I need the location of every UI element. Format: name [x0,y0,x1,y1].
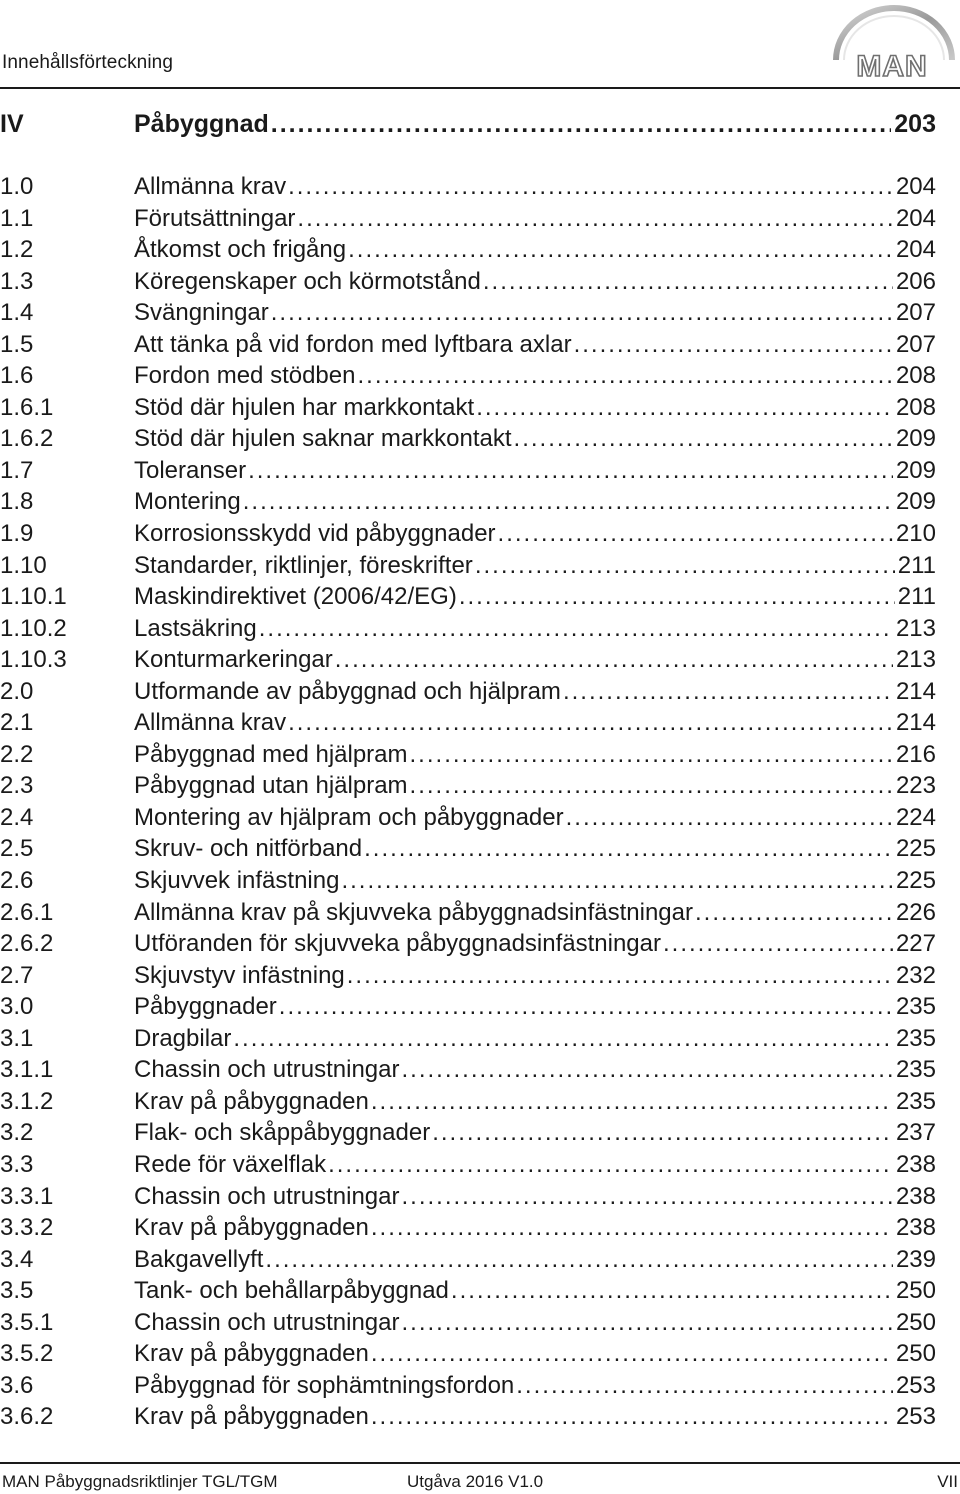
toc-entry-page: 253 [895,1371,936,1399]
toc-entry-number: 2.1 [0,709,34,737]
toc-entry[interactable] [0,867,936,899]
toc-entry-number: 3.2 [0,1119,34,1147]
toc-entry[interactable] [0,804,936,836]
toc-entry[interactable] [0,552,936,584]
toc-entry-page: 211 [897,551,936,579]
toc-entry-page: 208 [895,393,936,421]
toc-entry-page: 225 [895,867,936,895]
man-logo [826,2,958,82]
dot-leader [410,741,893,769]
section-page-number: 203 [894,110,936,138]
toc-entry-page: 210 [895,520,936,548]
toc-entry[interactable] [0,488,936,520]
toc-entry[interactable] [0,615,936,647]
dot-leader [695,899,893,927]
toc-entry[interactable] [0,268,936,300]
toc-entry-title: Skjuvvek infästning [134,867,340,895]
toc-entry[interactable] [0,173,936,205]
toc-entry[interactable] [0,835,936,867]
toc-entry-title: Toleranser [134,456,247,484]
toc-entry-number: 1.7 [0,456,34,484]
toc-entry-title: Maskindirektivet (2006/42/EG) [134,583,457,611]
toc-entry[interactable] [0,1025,936,1057]
toc-entry-title: Stöd där hjulen saknar markkontakt [134,425,512,453]
toc-entry-title: Korrosionsskydd vid påbyggnader [134,520,496,548]
toc-entry[interactable] [0,772,936,804]
toc-entry-page: 235 [895,1024,936,1052]
toc-entry[interactable] [0,583,936,615]
toc-entry-number: 1.2 [0,236,34,264]
toc-entry-number: 2.2 [0,740,34,768]
dot-leader [516,1372,893,1400]
toc-entry-page: 213 [895,646,936,674]
dot-leader [288,173,893,201]
dot-leader [432,1119,893,1147]
dot-leader [265,1246,893,1274]
toc-entry-page: 232 [895,961,936,989]
toc-entry-page: 239 [895,1245,936,1273]
toc-entry-page: 253 [895,1403,936,1431]
toc-entry-page: 250 [895,1340,936,1368]
toc-entry-title: Allmänna krav på skjuvveka påbyggnadsinfästningar [134,898,693,926]
toc-entry-page: 238 [895,1150,936,1178]
toc-entry-title: Krav på påbyggnaden [134,1214,369,1242]
section-title: Påbyggnad [134,110,269,138]
dot-leader [341,867,893,895]
toc-entry-page: 208 [895,362,936,390]
toc-entry-page: 206 [895,267,936,295]
toc-entry-title: Påbyggnad utan hjälpram [134,772,408,800]
dot-leader [271,110,892,139]
toc-entry-number: 2.4 [0,803,34,831]
dot-leader [514,425,893,453]
toc-entry[interactable] [0,236,936,268]
dot-leader [335,646,893,674]
toc-entry-page: 204 [895,173,936,200]
toc-entry-title: Påbyggnad för sophämtningsfordon [134,1371,515,1399]
toc-entry-number: 3.1.2 [0,1087,54,1115]
toc-entry[interactable] [0,993,936,1025]
toc-entry[interactable] [0,741,936,773]
dot-leader [347,962,893,990]
toc-entry-title: Påbyggnader [134,993,277,1021]
toc-entry[interactable] [0,1340,936,1372]
toc-entry-page: 235 [895,1087,936,1115]
toc-entry-page: 227 [895,930,936,958]
toc-entry-number: 2.0 [0,677,34,705]
toc-entry-number: 3.3 [0,1150,34,1178]
toc-entry-number: 2.6.1 [0,898,54,926]
toc-entry[interactable] [0,709,936,741]
toc-entry-page: 238 [895,1182,936,1210]
toc-entry-page: 224 [895,803,936,831]
toc-entry[interactable] [0,1277,936,1309]
toc-entry-page: 226 [895,898,936,926]
toc-entry[interactable] [0,1403,936,1435]
toc-entry-title: Bakgavellyft [134,1245,264,1273]
toc-entry[interactable] [0,962,936,994]
toc-entry-page: 250 [895,1308,936,1336]
toc-entry-number: 2.5 [0,835,34,863]
dot-leader [297,205,893,233]
toc-entry[interactable] [0,646,936,678]
toc-entry-title: Allmänna krav [134,173,287,200]
toc-entry-number: 1.10.2 [0,614,67,642]
toc-entry-page: 237 [895,1119,936,1147]
toc-entry-number: 1.3 [0,267,34,295]
toc-entry-page: 209 [895,488,936,516]
toc-entry-title: Dragbilar [134,1024,232,1052]
dot-leader [410,772,893,800]
dot-leader [476,394,893,422]
toc-entry-number: 1.1 [0,204,34,232]
dot-leader [348,236,893,264]
document-header-title: Innehållsförteckning [2,52,173,73]
toc-entry-page: 204 [895,204,936,232]
dot-leader [563,678,893,706]
toc-entry-title: Utföranden för skjuvveka påbyggnadsinfästningar [134,930,661,958]
toc-entry-title: Krav på påbyggnaden [134,1403,369,1431]
dot-leader [401,1056,892,1084]
dot-leader [243,488,893,516]
toc-entry-title: Rede för växelflak [134,1150,327,1178]
dot-leader [498,520,893,548]
toc-entry-title: Åtkomst och frigång [134,236,347,264]
toc-entry-title: Att tänka på vid fordon med lyftbara axlar [134,330,572,358]
toc-entry-title: Krav på påbyggnaden [134,1340,369,1368]
toc-entry-number: 1.10.3 [0,646,67,674]
toc-entry-page: 207 [895,330,936,358]
dot-leader [475,552,895,580]
toc-entry-title: Lastsäkring [134,614,257,642]
toc-entry-title: Montering [134,488,241,516]
toc-entry-title: Krav på påbyggnaden [134,1087,369,1115]
logo-wordmark: MAN [856,50,928,82]
section-number: IV [0,110,24,138]
toc-entry[interactable] [0,1183,936,1215]
toc-entry-number: 1.5 [0,330,34,358]
toc-entry-number: 2.6.2 [0,930,54,958]
toc-entry-title: Skruv- och nitförband [134,835,363,863]
toc-entry-title: Förutsättningar [134,204,296,232]
dot-leader [371,1088,893,1116]
toc-entry-number: 3.5.2 [0,1340,54,1368]
toc-entry-number: 2.6 [0,867,34,895]
toc-entry[interactable] [0,1151,936,1183]
dot-leader [364,835,893,863]
toc-entry-title: Skjuvstyv infästning [134,961,345,989]
toc-entry-title: Standarder, riktlinjer, föreskrifter [134,551,473,579]
toc-entry-number: 1.8 [0,488,34,516]
toc-entry-number: 3.3.2 [0,1214,54,1242]
toc-entry-number: 3.1.1 [0,1056,54,1084]
toc-entry-number: 1.6.1 [0,393,54,421]
dot-leader [483,268,893,296]
toc-entry[interactable] [0,1056,936,1088]
toc-entry-title: Chassin och utrustningar [134,1308,400,1336]
toc-entry-page: 223 [895,772,936,800]
toc-entry[interactable] [0,1309,936,1341]
toc-entry-page: 209 [895,425,936,453]
toc-entry-number: 1.10 [0,551,47,579]
dot-leader [401,1309,892,1337]
toc-entry[interactable] [0,520,936,552]
toc-entry-page: 207 [895,299,936,327]
toc-entry[interactable] [0,678,936,710]
toc-entry[interactable] [0,362,936,394]
footer-edition: Utgåva 2016 V1.0 [407,1472,544,1491]
toc-entry-title: Fordon med stödben [134,362,356,390]
header-divider [0,87,960,89]
toc-entry[interactable] [0,1119,936,1151]
toc-entry-title: Påbyggnad med hjälpram [134,740,408,768]
toc-entry-number: 3.1 [0,1024,34,1052]
dot-leader [371,1214,893,1242]
toc-entry[interactable] [0,457,936,489]
toc-entry-page: 213 [895,614,936,642]
toc-entry-title: Chassin och utrustningar [134,1182,400,1210]
dot-leader [328,1151,893,1179]
toc-section-heading[interactable] [0,110,936,144]
toc-entry[interactable] [0,299,936,331]
dot-leader [371,1403,893,1431]
dot-leader [401,1183,892,1211]
dot-leader [451,1277,893,1305]
toc-entry-page: 204 [895,236,936,264]
toc-entry-title: Stöd där hjulen har markkontakt [134,393,475,421]
footer-page-number: VII [937,1472,958,1491]
toc-entry-number: 1.6 [0,362,34,390]
toc-entry[interactable] [0,1372,936,1404]
dot-leader [288,709,893,737]
toc-entry-number: 1.10.1 [0,583,67,611]
toc-entry[interactable] [0,899,936,931]
toc-entry-title: Flak- och skåppåbyggnader [134,1119,431,1147]
toc-entry-page: 225 [895,835,936,863]
dot-leader [271,299,893,327]
toc-entry-page: 235 [895,1056,936,1084]
toc-entry-title: Montering av hjälpram och påbyggnader [134,803,564,831]
toc-entry-title: Chassin och utrustningar [134,1056,400,1084]
footer-document-title: MAN Påbyggnadsriktlinjer TGL/TGM [2,1472,278,1491]
toc-entry-number: 3.5 [0,1277,34,1305]
toc-entry-number: 3.4 [0,1245,34,1273]
toc-entry-page: 238 [895,1214,936,1242]
toc-entry-number: 2.7 [0,961,34,989]
toc-entry-number: 1.4 [0,299,34,327]
dot-leader [259,615,893,643]
toc-entry-title: Konturmarkeringar [134,646,333,674]
footer-divider [0,1462,960,1464]
dot-leader [459,583,895,611]
toc-entry-number: 3.0 [0,993,34,1021]
dot-leader [357,362,892,390]
toc-entry-page: 211 [897,583,936,611]
dot-leader [233,1025,893,1053]
dot-leader [574,331,893,359]
toc-entry[interactable] [0,205,936,237]
toc-entry-page: 216 [895,740,936,768]
toc-entry-page: 214 [895,677,936,705]
toc-entry-title: Utformande av påbyggnad och hjälpram [134,677,561,705]
toc-entry-number: 3.6 [0,1371,34,1399]
toc-entry-number: 1.0 [0,173,34,200]
toc-list [0,173,936,1435]
toc-entry-number: 3.5.1 [0,1308,54,1336]
dot-leader [371,1340,893,1368]
toc-entry-number: 2.3 [0,772,34,800]
toc-entry-page: 214 [895,709,936,737]
dot-leader [663,930,893,958]
toc-entry-page: 235 [895,993,936,1021]
toc-entry-title: Allmänna krav [134,709,287,737]
toc-entry-number: 1.9 [0,520,34,548]
toc-entry-title: Svängningar [134,299,269,327]
toc-entry-number: 1.6.2 [0,425,54,453]
toc-entry[interactable] [0,1214,936,1246]
toc-entry[interactable] [0,930,936,962]
toc-entry[interactable] [0,425,936,457]
toc-entry-number: 3.3.1 [0,1182,54,1210]
toc-entry[interactable] [0,1088,936,1120]
toc-entry[interactable] [0,331,936,363]
toc-entry-number: 3.6.2 [0,1403,54,1431]
toc-entry-title: Tank- och behållarpåbyggnad [134,1277,449,1305]
toc-entry-page: 250 [895,1277,936,1305]
dot-leader [279,993,893,1021]
toc-entry[interactable] [0,394,936,426]
toc-entry[interactable] [0,1246,936,1278]
toc-entry-page: 209 [895,456,936,484]
dot-leader [248,457,893,485]
dot-leader [566,804,893,832]
toc-entry-title: Köregenskaper och körmotstånd [134,267,481,295]
